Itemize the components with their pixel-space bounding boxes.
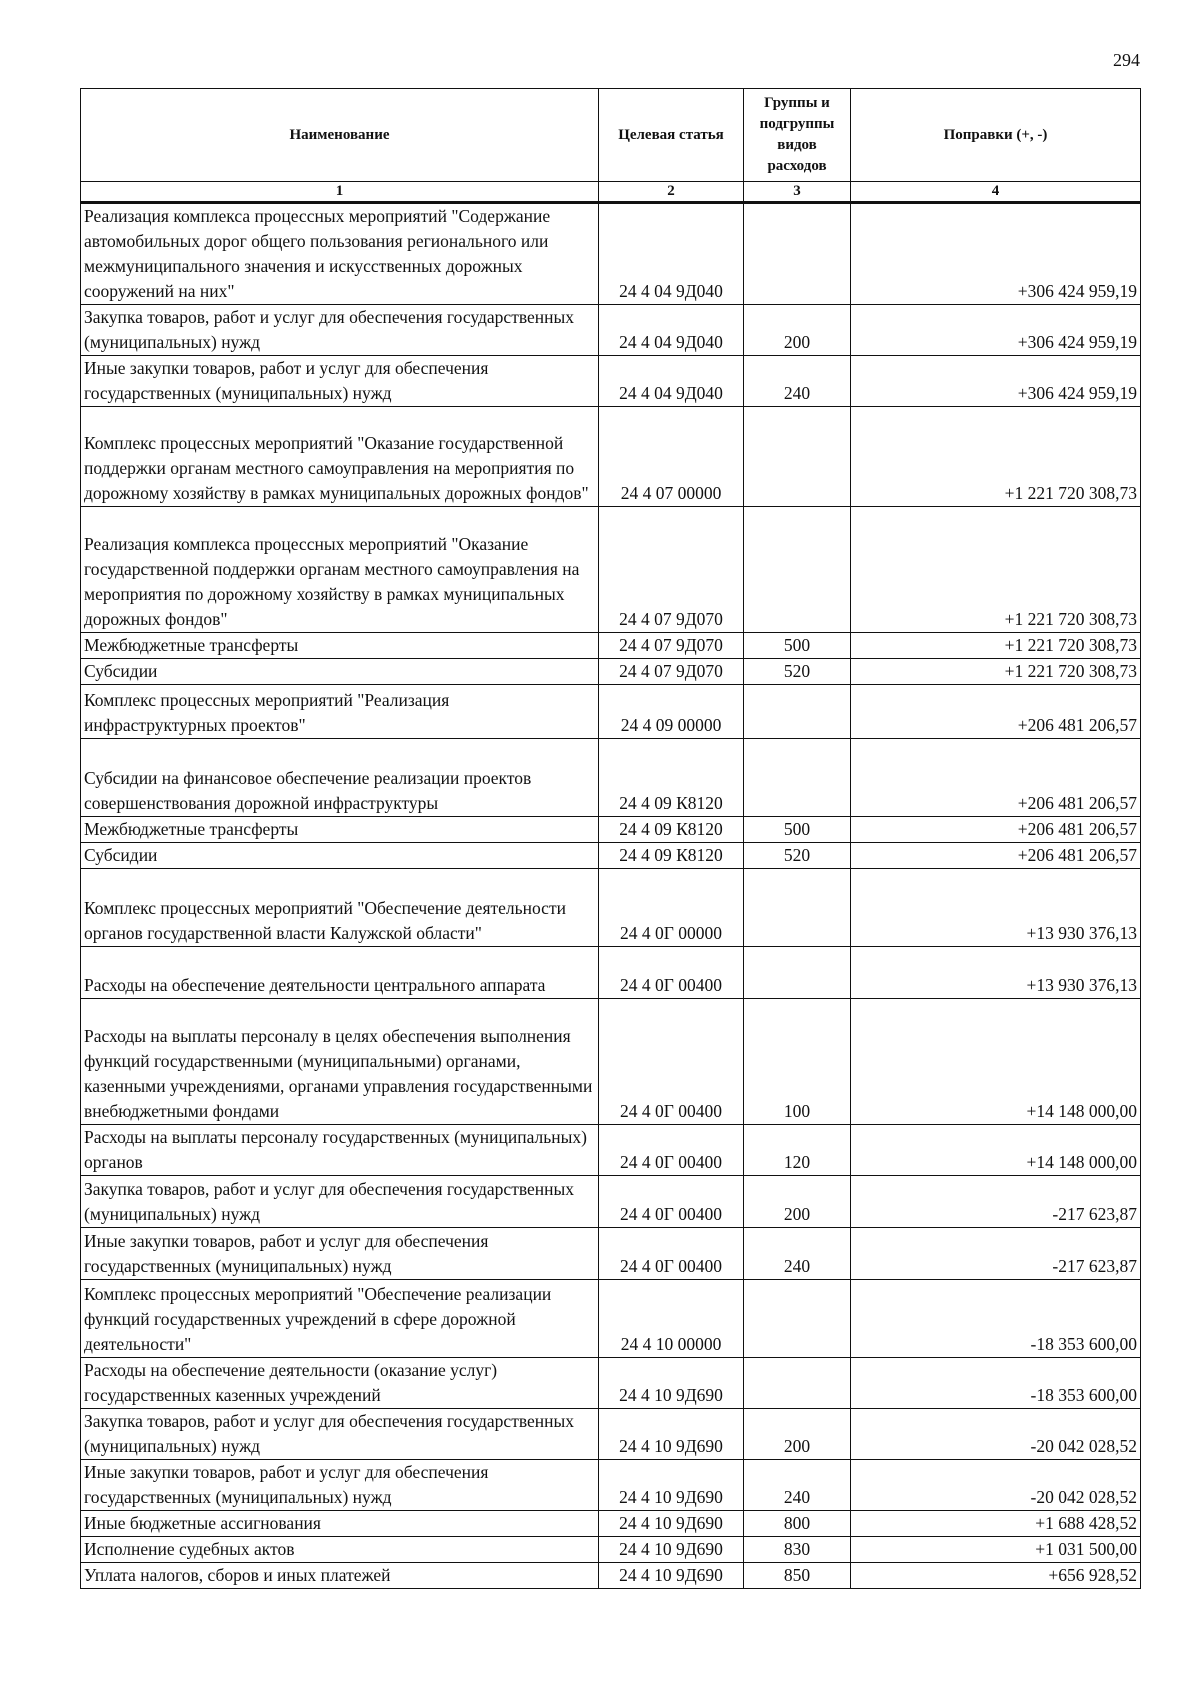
row-group: 830 xyxy=(744,1537,851,1563)
row-name: Иные бюджетные ассигнования xyxy=(81,1511,599,1537)
header-name: Наименование xyxy=(81,89,599,182)
table-row xyxy=(81,633,1141,659)
row-amount: +306 424 959,19 xyxy=(851,356,1141,407)
row-amount: +13 930 376,13 xyxy=(851,869,1141,947)
column-number-row xyxy=(81,182,1141,203)
row-name: Комплекс процессных мероприятий "Оказание государственной поддержки органам местного самоуправления на мероприятия по дорожному хозяйству в рамках муниципальных дорожных фондов" xyxy=(81,407,599,507)
row-amount: +656 928,52 xyxy=(851,1563,1141,1589)
row-group xyxy=(744,203,851,305)
row-code: 24 4 09 00000 xyxy=(599,685,744,739)
column-number: 3 xyxy=(744,182,851,203)
row-group xyxy=(744,947,851,999)
row-amount: +206 481 206,57 xyxy=(851,685,1141,739)
row-amount: -18 353 600,00 xyxy=(851,1280,1141,1358)
row-amount: +1 221 720 308,73 xyxy=(851,633,1141,659)
row-group: 120 xyxy=(744,1125,851,1176)
row-amount: -18 353 600,00 xyxy=(851,1358,1141,1409)
row-name: Иные закупки товаров, работ и услуг для обеспечения государственных (муниципальных) нужд xyxy=(81,356,599,407)
row-amount: +14 148 000,00 xyxy=(851,1125,1141,1176)
table-row xyxy=(81,1358,1141,1409)
row-group: 240 xyxy=(744,356,851,407)
row-name: Исполнение судебных актов xyxy=(81,1537,599,1563)
row-name: Расходы на выплаты персоналу в целях обеспечения выполнения функций государственными (муниципальными) органами, казенными учреждениями, органами управления государственными внебюджетными фондами xyxy=(81,999,599,1125)
row-name: Иные закупки товаров, работ и услуг для обеспечения государственных (муниципальных) нужд xyxy=(81,1228,599,1280)
row-code: 24 4 10 00000 xyxy=(599,1280,744,1358)
row-code: 24 4 07 9Д070 xyxy=(599,659,744,685)
row-code: 24 4 09 К8120 xyxy=(599,739,744,817)
row-group: 240 xyxy=(744,1460,851,1511)
row-amount: +14 148 000,00 xyxy=(851,999,1141,1125)
row-group: 800 xyxy=(744,1511,851,1537)
row-amount: +1 688 428,52 xyxy=(851,1511,1141,1537)
row-code: 24 4 0Г 00400 xyxy=(599,1228,744,1280)
row-code: 24 4 10 9Д690 xyxy=(599,1358,744,1409)
table-row xyxy=(81,203,1141,305)
row-name: Комплекс процессных мероприятий "Обеспечение реализации функций государственных учреждений в сфере дорожной деятельности" xyxy=(81,1280,599,1358)
row-name: Расходы на выплаты персоналу государственных (муниципальных) органов xyxy=(81,1125,599,1176)
row-amount: +306 424 959,19 xyxy=(851,305,1141,356)
row-name: Субсидии xyxy=(81,843,599,869)
row-group: 200 xyxy=(744,305,851,356)
row-code: 24 4 09 К8120 xyxy=(599,843,744,869)
table-row xyxy=(81,999,1141,1125)
row-group: 850 xyxy=(744,1563,851,1589)
row-code: 24 4 10 9Д690 xyxy=(599,1563,744,1589)
row-code: 24 4 09 К8120 xyxy=(599,817,744,843)
row-group: 520 xyxy=(744,659,851,685)
column-number: 4 xyxy=(851,182,1141,203)
row-amount: +1 031 500,00 xyxy=(851,1537,1141,1563)
row-amount: -20 042 028,52 xyxy=(851,1409,1141,1460)
row-amount: +1 221 720 308,73 xyxy=(851,507,1141,633)
row-name: Субсидии на финансовое обеспечение реализации проектов совершенствования дорожной инфраструктуры xyxy=(81,739,599,817)
row-group xyxy=(744,739,851,817)
row-name: Реализация комплекса процессных мероприятий "Содержание автомобильных дорог общего пользования регионального или межмуниципального значения и искусственных дорожных сооружений на них" xyxy=(81,203,599,305)
row-name: Уплата налогов, сборов и иных платежей xyxy=(81,1563,599,1589)
row-group: 500 xyxy=(744,633,851,659)
page-number: 294 xyxy=(1113,50,1140,70)
row-code: 24 4 07 9Д070 xyxy=(599,507,744,633)
row-group: 200 xyxy=(744,1409,851,1460)
table-row xyxy=(81,407,1141,507)
row-code: 24 4 10 9Д690 xyxy=(599,1409,744,1460)
row-amount: +206 481 206,57 xyxy=(851,843,1141,869)
row-code: 24 4 07 9Д070 xyxy=(599,633,744,659)
row-code: 24 4 07 00000 xyxy=(599,407,744,507)
header-amendments: Поправки (+, -) xyxy=(851,89,1141,182)
row-amount: +206 481 206,57 xyxy=(851,817,1141,843)
row-name: Расходы на обеспечение деятельности центрального аппарата xyxy=(81,947,599,999)
table-row xyxy=(81,1511,1141,1537)
row-name: Комплекс процессных мероприятий "Реализация инфраструктурных проектов" xyxy=(81,685,599,739)
row-amount: +306 424 959,19 xyxy=(851,203,1141,305)
table-row xyxy=(81,1228,1141,1280)
table-row xyxy=(81,869,1141,947)
table-row xyxy=(81,356,1141,407)
table-row xyxy=(81,1280,1141,1358)
row-name: Межбюджетные трансферты xyxy=(81,817,599,843)
row-code: 24 4 0Г 00400 xyxy=(599,1125,744,1176)
row-code: 24 4 0Г 00400 xyxy=(599,999,744,1125)
row-group: 200 xyxy=(744,1176,851,1228)
table-row xyxy=(81,1460,1141,1511)
table-row xyxy=(81,1176,1141,1228)
row-name: Межбюджетные трансферты xyxy=(81,633,599,659)
table-row xyxy=(81,739,1141,817)
table-row xyxy=(81,685,1141,739)
column-number: 1 xyxy=(81,182,599,203)
row-group: 100 xyxy=(744,999,851,1125)
row-name: Комплекс процессных мероприятий "Обеспечение деятельности органов государственной власти Калужской области" xyxy=(81,869,599,947)
row-group: 240 xyxy=(744,1228,851,1280)
row-amount: +1 221 720 308,73 xyxy=(851,659,1141,685)
row-group xyxy=(744,1358,851,1409)
header-group: Группы и подгруппы видов расходов xyxy=(744,89,851,182)
row-group: 520 xyxy=(744,843,851,869)
table-row xyxy=(81,305,1141,356)
row-group: 500 xyxy=(744,817,851,843)
row-amount: -217 623,87 xyxy=(851,1228,1141,1280)
row-group xyxy=(744,507,851,633)
row-amount: -20 042 028,52 xyxy=(851,1460,1141,1511)
row-amount: +206 481 206,57 xyxy=(851,739,1141,817)
row-code: 24 4 0Г 00400 xyxy=(599,1176,744,1228)
row-name: Закупка товаров, работ и услуг для обеспечения государственных (муниципальных) нужд xyxy=(81,1409,599,1460)
row-code: 24 4 04 9Д040 xyxy=(599,356,744,407)
row-name: Иные закупки товаров, работ и услуг для обеспечения государственных (муниципальных) нужд xyxy=(81,1460,599,1511)
table-header-row xyxy=(81,89,1141,182)
table-row xyxy=(81,1537,1141,1563)
row-group xyxy=(744,1280,851,1358)
row-group xyxy=(744,407,851,507)
table-row xyxy=(81,1125,1141,1176)
row-name: Субсидии xyxy=(81,659,599,685)
row-amount: +13 930 376,13 xyxy=(851,947,1141,999)
table-row xyxy=(81,817,1141,843)
row-code: 24 4 0Г 00400 xyxy=(599,947,744,999)
row-name: Реализация комплекса процессных мероприятий "Оказание государственной поддержки органам местного самоуправления на мероприятия по дорожному хозяйству в рамках муниципальных дорожных фондов" xyxy=(81,507,599,633)
table-row xyxy=(81,659,1141,685)
row-code: 24 4 04 9Д040 xyxy=(599,203,744,305)
row-code: 24 4 10 9Д690 xyxy=(599,1511,744,1537)
row-name: Закупка товаров, работ и услуг для обеспечения государственных (муниципальных) нужд xyxy=(81,305,599,356)
row-group xyxy=(744,869,851,947)
header-code: Целевая статья xyxy=(599,89,744,182)
table-row xyxy=(81,1409,1141,1460)
budget-amendments-table xyxy=(80,88,1141,1589)
column-number: 2 xyxy=(599,182,744,203)
row-name: Расходы на обеспечение деятельности (оказание услуг) государственных казенных учреждений xyxy=(81,1358,599,1409)
table-row xyxy=(81,1563,1141,1589)
row-code: 24 4 10 9Д690 xyxy=(599,1537,744,1563)
table-row xyxy=(81,507,1141,633)
row-name: Закупка товаров, работ и услуг для обеспечения государственных (муниципальных) нужд xyxy=(81,1176,599,1228)
row-code: 24 4 10 9Д690 xyxy=(599,1460,744,1511)
row-code: 24 4 04 9Д040 xyxy=(599,305,744,356)
row-group xyxy=(744,685,851,739)
table-row xyxy=(81,947,1141,999)
table-row xyxy=(81,843,1141,869)
row-amount: -217 623,87 xyxy=(851,1176,1141,1228)
row-amount: +1 221 720 308,73 xyxy=(851,407,1141,507)
row-code: 24 4 0Г 00000 xyxy=(599,869,744,947)
